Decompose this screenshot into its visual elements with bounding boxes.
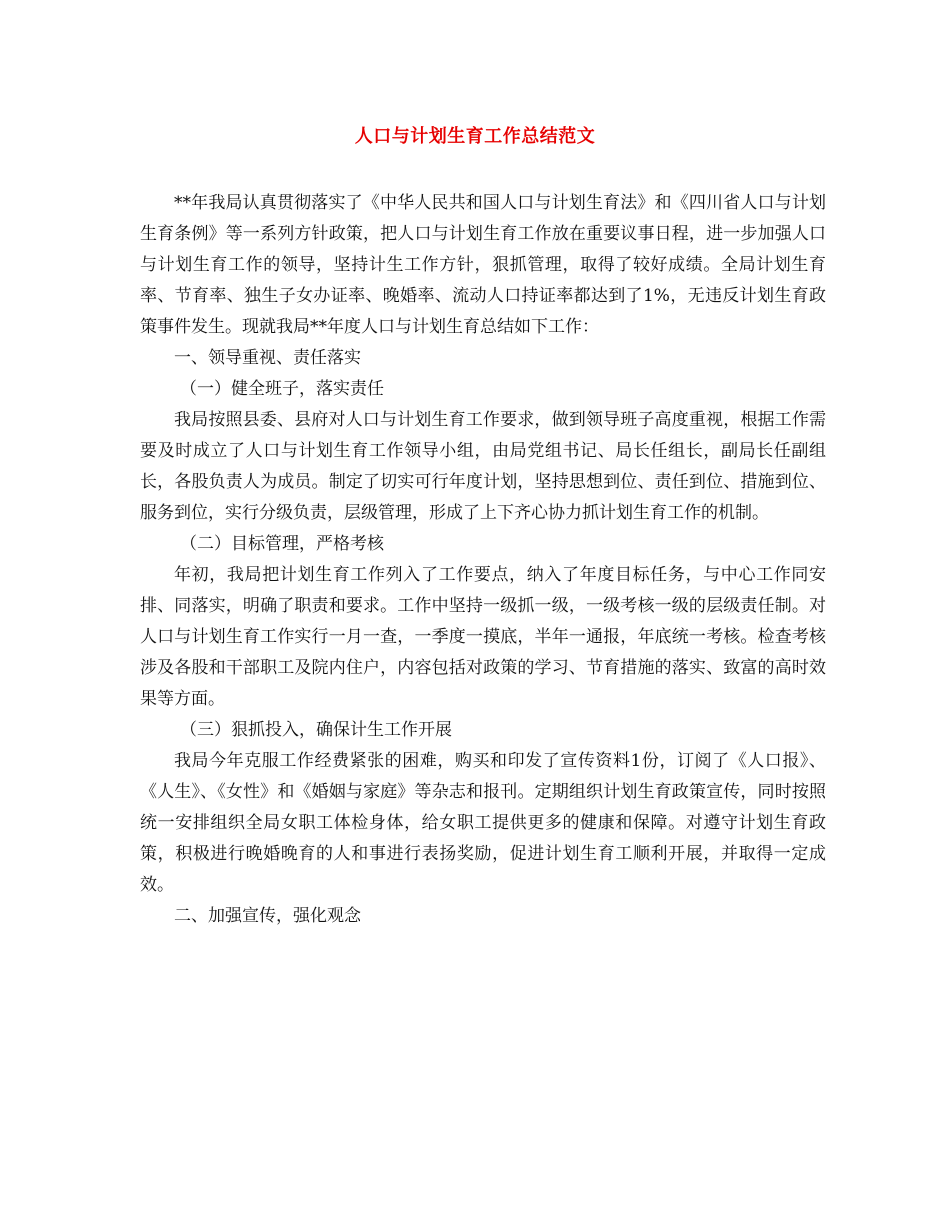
document-body [140, 188, 826, 932]
section-heading-2: 二、加强宣传，强化观念 [174, 906, 361, 926]
body-paragraph-2: 年初，我局把计划生育工作列入了工作要点，纳入了年度目标任务，与中心工作同安排、同落实，明确了职责和要求。工作中坚持一级抓一级，一级考核一级的层级责任制。对人口与计划生育工作实行一月一查，一季度一摸底，半年一通报，年底统一考核。检查考核涉及各股和干部职工及院内住户，内容包括对政策的学习、节育措施的落实、致富的高时效果等方面。 [140, 565, 826, 709]
intro-paragraph: **年我局认真贯彻落实了《中华人民共和国人口与计划生育法》和《四川省人口与计划生育条例》等一系列方针政策，把人口与计划生育工作放在重要议事日程，进一步加强人口与计划生育工作的领导，坚持计生工作方针，狠抓管理，取得了较好成绩。全局计划生育率、节育率、独生子女办证率、晚婚率、流动人口持证率都达到了1%，无违反计划生育政策事件发生。现就我局**年度人口与计划生育总结如下工作： [140, 193, 826, 337]
section-heading-1: 一、领导重视、责任落实 [174, 348, 361, 368]
subsection-heading-2: （二）目标管理，严格考核 [180, 534, 384, 554]
body-paragraph-1: 我局按照县委、县府对人口与计划生育工作要求，做到领导班子高度重视，根据工作需要及时成立了人口与计划生育工作领导小组，由局党组书记、局长任组长，副局长任副组长，各股负责人为成员。制定了切实可行年度计划，坚持思想到位、责任到位、措施到位、服务到位，实行分级负责，层级管理，形成了上下齐心协力抓计划生育工作的机制。 [140, 410, 826, 523]
document-title: 人口与计划生育工作总结范文 [354, 126, 596, 147]
subsection-heading-1: （一）健全班子，落实责任 [180, 379, 384, 399]
body-paragraph-3: 我局今年克服工作经费紧张的困难，购买和印发了宣传资料1份，订阅了《人口报》、《人生》、《女性》和《婚姻与家庭》等杂志和报刊。定期组织计划生育政策宣传，同时按照统一安排组织全局女职工体检身体，给女职工提供更多的健康和保障。对遵守计划生育政策，积极进行晚婚晚育的人和事进行表扬奖励，促进计划生育工顺利开展，并取得一定成效。 [140, 751, 826, 895]
subsection-heading-3: （三）狠抓投入，确保计生工作开展 [180, 720, 452, 740]
